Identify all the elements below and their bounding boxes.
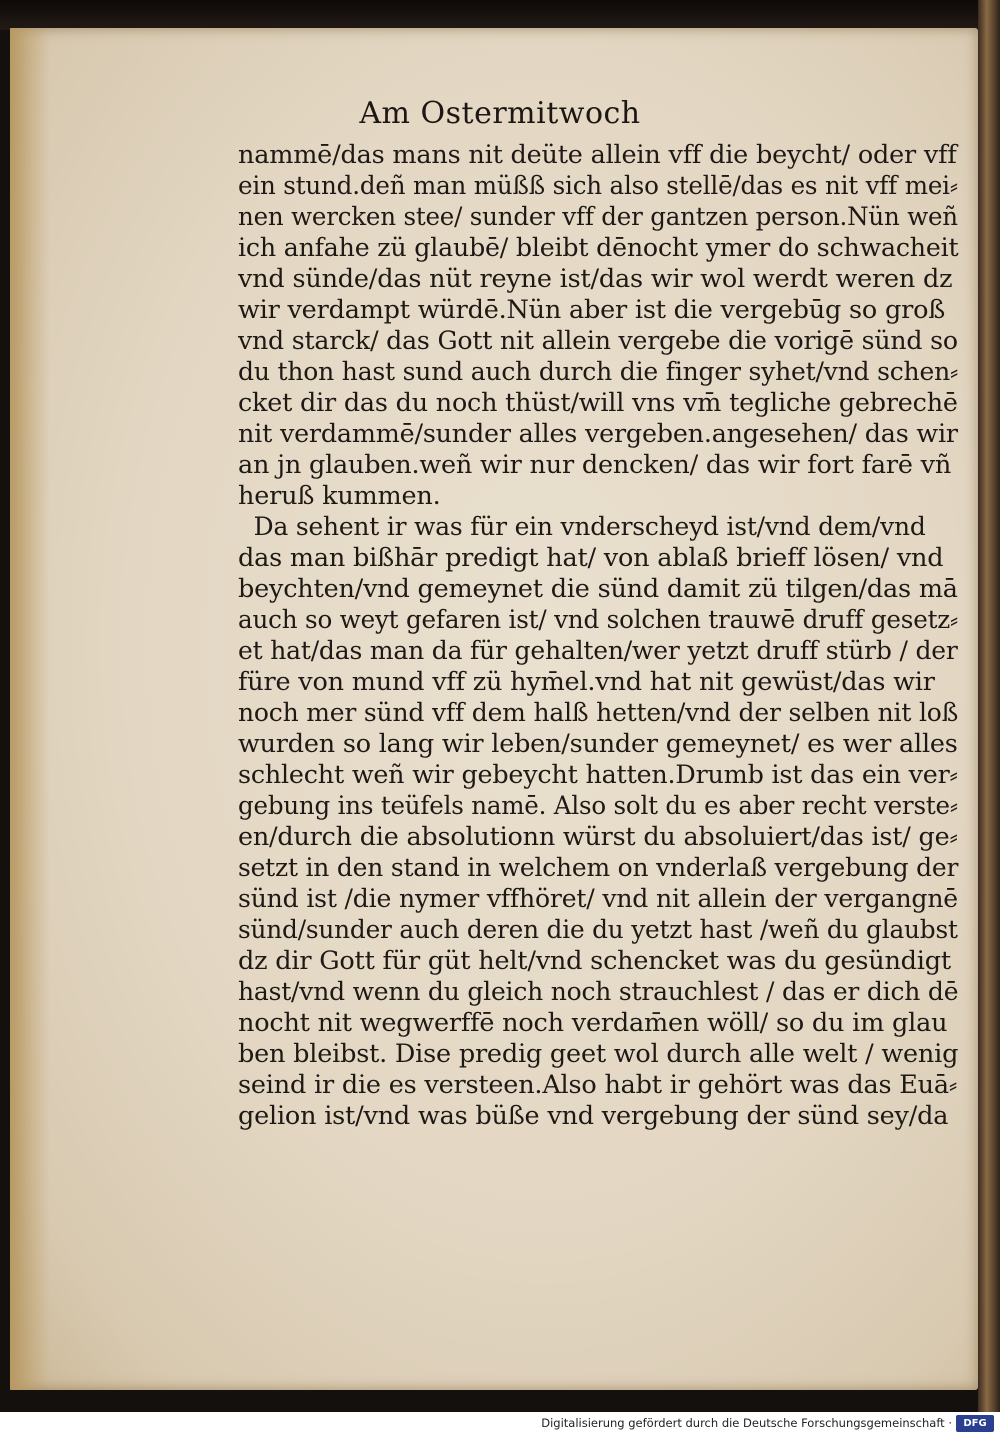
text-line: das man bißhār predigt hat/ von ablaß brieff lösen/ vnd — [238, 543, 944, 573]
text-line: wurden so lang wir leben/sunder gemeynet/ es wer alles — [238, 729, 958, 759]
text-line: heruß kummen. — [238, 481, 441, 511]
text-line: vnd sünde/das nüt reyne ist/das wir wol werdt weren dz — [238, 264, 953, 294]
text-line: nammē/das mans nit deüte allein vff die beycht/ oder vff — [238, 140, 957, 170]
text-line: wir verdampt würdē.Nün aber ist die vergebūg so groß — [238, 295, 946, 325]
text-line: auch so weyt gefaren ist/ vnd solchen trauwē druff gesetz⸗ — [238, 605, 959, 635]
text-line: noch mer sünd vff dem halß hetten/vnd der selben nit loß — [238, 698, 959, 728]
funding-credit: Digitalisierung gefördert durch die Deutsche Forschungsgemeinschaft · — [541, 1416, 952, 1430]
text-line: seind ir die es versteen.Also habt ir gehört was das Euā⸗ — [238, 1070, 958, 1100]
text-line: ben bleibst. Dise predig geet wol durch alle welt / wenig — [238, 1039, 959, 1069]
text-line: ich anfahe zü glaubē/ bleibt dēnocht ymer do schwacheit — [238, 233, 959, 263]
text-line: an jn glauben.weñ wir nur dencken/ das wir fort farē vñ — [238, 450, 952, 480]
text-line: gelion ist/vnd was büße vnd vergebung der sünd sey/da — [238, 1101, 949, 1131]
digitization-footer — [0, 1412, 1000, 1436]
text-line: nocht nit wegwerffē noch verdam̄en wöll/ so du im glau — [238, 1008, 948, 1038]
text-line: ein stund.deñ man müßß sich also stellē/das es nit vff mei⸗ — [238, 171, 958, 201]
text-line: cket dir das du noch thüst/will vns vm̄ tegliche gebrechē — [238, 388, 958, 418]
text-line: schlecht weñ wir gebeycht hatten.Drumb ist das ein ver⸗ — [238, 760, 958, 790]
text-line: beychten/vnd gemeynet die sünd damit zü tilgen/das mā — [238, 574, 958, 604]
text-line: gebung ins teüfels namē. Also solt du es aber recht verste⸗ — [238, 791, 958, 821]
text-line: dz dir Gott für güt helt/vnd schencket was du gesündigt — [238, 946, 951, 976]
text-line: du thon hast sund auch durch die finger syhet/vnd schen⸗ — [238, 357, 959, 387]
text-line: vnd starck/ das Gott nit allein vergebe die vorigē sünd so — [238, 326, 958, 356]
paragraph-start-line: Da sehent ir was für ein vnderscheyd ist/vnd dem/vnd — [253, 512, 926, 542]
text-line: nit verdammē/sunder alles vergeben.angesehen/ das wir — [238, 419, 958, 449]
book-spine-edge — [978, 0, 1000, 1412]
text-line: hast/vnd wenn du gleich noch strauchlest / das er dich dē — [238, 977, 959, 1007]
text-line: nen wercken stee/ sunder vff der gantzen person.Nün weñ — [238, 202, 958, 232]
text-line: setzt in den stand in welchem on vnderlaß vergebung der — [238, 853, 959, 883]
text-line: et hat/das man da für gehalten/wer yetzt druff stürb / der — [238, 636, 958, 666]
page-margin-stain — [10, 28, 50, 1390]
scan-top-edge — [0, 0, 1000, 30]
text-line: en/durch die absolutionn würst du absoluiert/das ist/ ge⸗ — [238, 822, 958, 852]
text-line: sünd/sunder auch deren die du yetzt hast /weñ du glaubst — [238, 915, 958, 945]
dfg-logo-icon: DFG — [956, 1415, 994, 1432]
text-line: sünd ist /die nymer vffhöret/ vnd nit allein der vergangnē — [238, 884, 958, 914]
text-line: füre von mund vff zü hym̄el.vnd hat nit gewüst/das wir — [238, 667, 935, 697]
body-text — [238, 140, 958, 1132]
running-head: Am Ostermitwoch — [359, 96, 641, 131]
